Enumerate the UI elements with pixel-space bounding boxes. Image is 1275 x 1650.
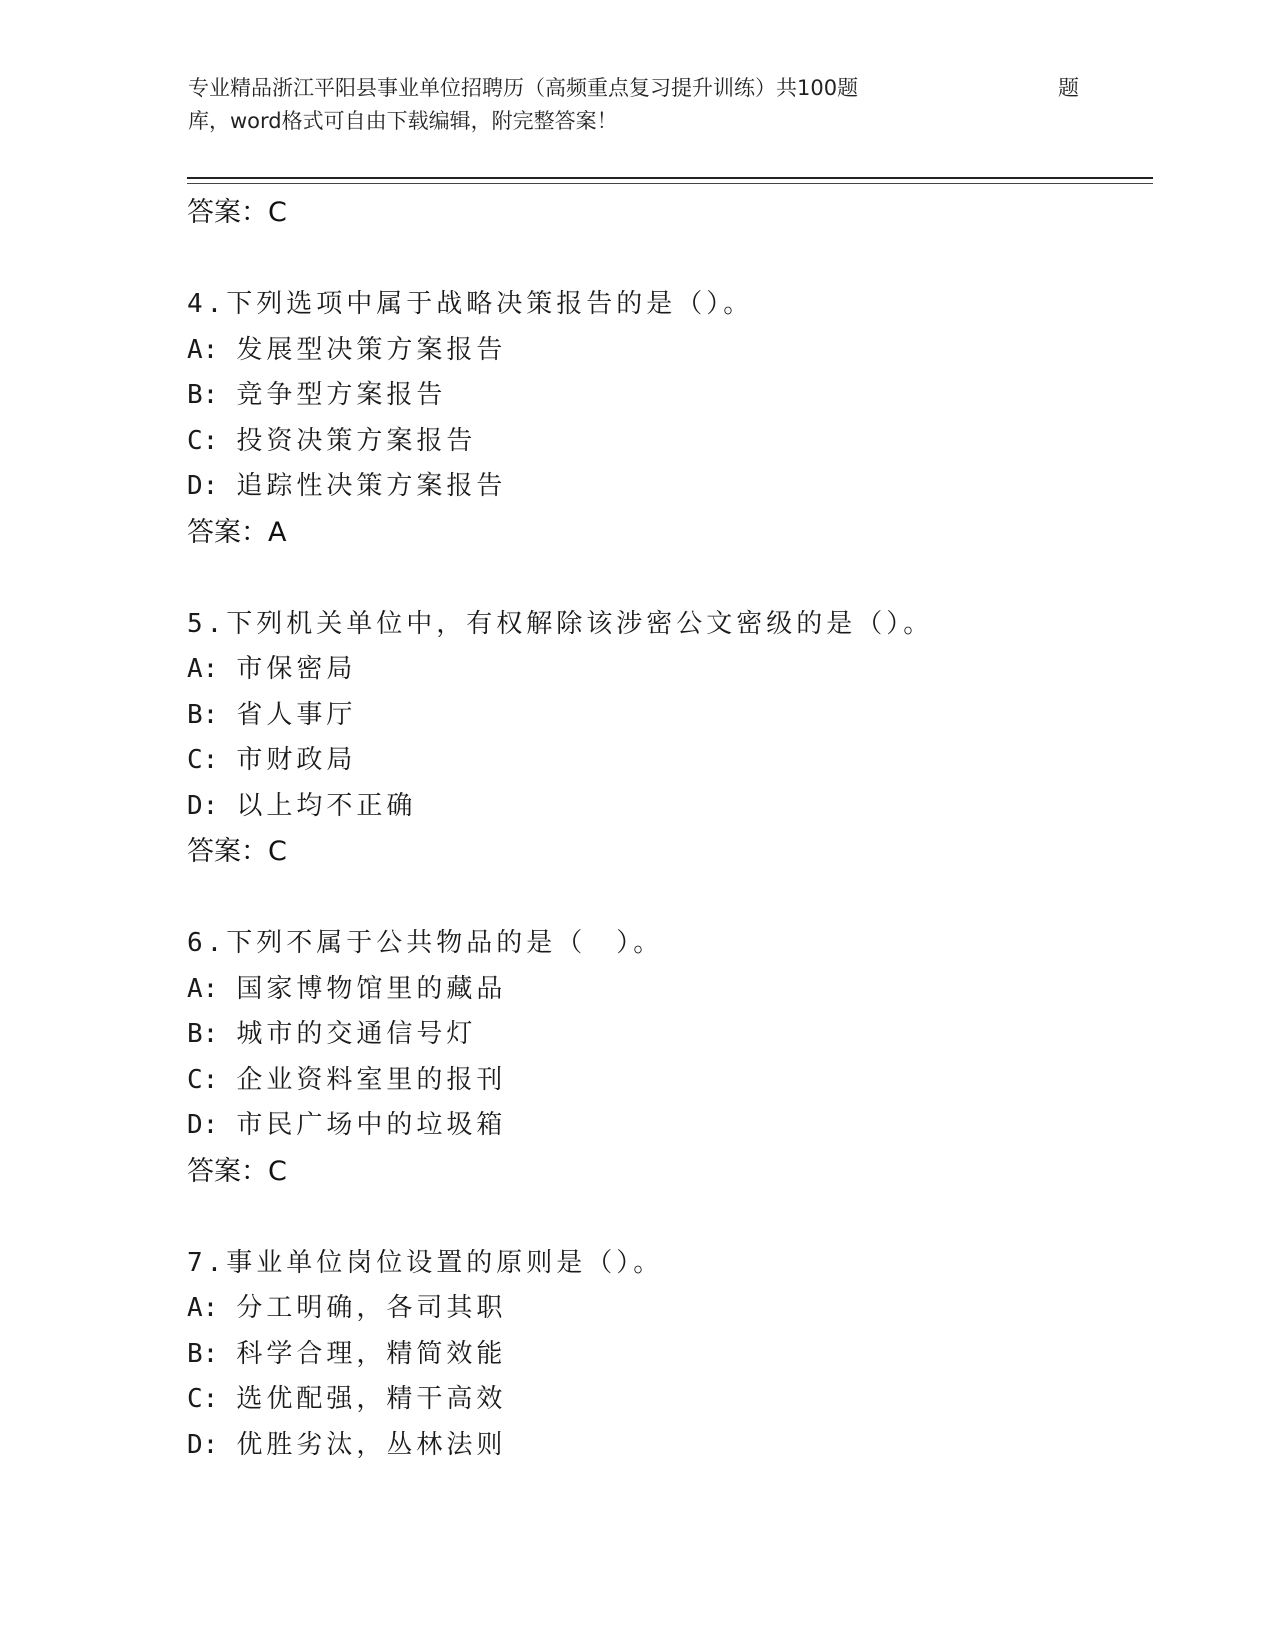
option-key: D:	[187, 1429, 219, 1460]
option-d	[187, 1423, 1147, 1469]
option-text: 省人事厅	[236, 699, 357, 730]
option-text: 优胜劣汰，丛林法则	[236, 1429, 507, 1460]
option-key: D:	[187, 790, 219, 821]
option-text: 追踪性决策方案报告	[236, 471, 507, 501]
option-text: 分工明确，各司其职	[236, 1293, 507, 1323]
option-key: B:	[187, 699, 219, 730]
header-title-tail: 题	[1058, 76, 1079, 100]
answer-line: 答案：C	[187, 836, 287, 867]
option-d	[187, 784, 1147, 830]
header-divider-thick	[187, 177, 1153, 179]
question-stem: 5.下列机关单位中，有权解除该涉密公文密级的是（）。	[187, 608, 934, 639]
question-list	[187, 190, 1147, 1468]
option-b	[187, 1012, 1147, 1058]
option-text: 市财政局	[236, 745, 357, 775]
question-4	[187, 282, 1147, 555]
option-key: C:	[187, 425, 219, 456]
option-key: B:	[187, 1338, 219, 1369]
option-b	[187, 373, 1147, 419]
option-key: A:	[187, 654, 219, 684]
option-key: D:	[187, 1110, 219, 1140]
option-key: C:	[187, 1064, 219, 1095]
option-text: 市民广场中的垃圾箱	[236, 1110, 507, 1140]
option-text: 市保密局	[236, 654, 357, 684]
question-7	[187, 1241, 1147, 1469]
option-c	[187, 1058, 1147, 1104]
question-5	[187, 602, 1147, 875]
header-title: 专业精品浙江平阳县事业单位招聘历（高频重点复习提升训练）共100题	[188, 76, 859, 100]
option-key: C:	[187, 1384, 219, 1414]
option-a	[187, 328, 1147, 374]
option-b	[187, 1332, 1147, 1378]
page-header	[188, 72, 1088, 138]
option-key: A:	[187, 1293, 219, 1323]
option-text: 国家博物馆里的藏品	[236, 973, 507, 1004]
option-a	[187, 967, 1147, 1013]
option-key: D:	[187, 471, 219, 501]
option-text: 以上均不正确	[236, 790, 417, 821]
header-line-1	[188, 72, 1088, 105]
question-stem: 7.事业单位岗位设置的原则是（）。	[187, 1247, 664, 1278]
answer-line: 答案：C	[187, 197, 287, 228]
option-a	[187, 1286, 1147, 1332]
question-stem: 4.下列选项中属于战略决策报告的是（）。	[187, 289, 754, 319]
option-key: B:	[187, 1019, 219, 1049]
option-b	[187, 693, 1147, 739]
option-d	[187, 464, 1147, 510]
option-text: 投资决策方案报告	[236, 425, 477, 456]
question-stem: 6.下列不属于公共物品的是（ ）。	[187, 928, 664, 958]
option-text: 竞争型方案报告	[236, 380, 447, 410]
option-key: C:	[187, 745, 219, 775]
option-text: 企业资料室里的报刊	[236, 1064, 507, 1095]
header-divider-thin	[187, 183, 1153, 184]
answer-line: 答案：C	[187, 1155, 287, 1187]
option-text: 发展型决策方案报告	[236, 334, 507, 365]
option-c	[187, 1377, 1147, 1423]
option-key: B:	[187, 380, 219, 410]
option-text: 城市的交通信号灯	[236, 1019, 477, 1049]
question-6	[187, 921, 1147, 1194]
option-text: 科学合理，精简效能	[236, 1338, 507, 1369]
option-text: 选优配强，精干高效	[236, 1384, 507, 1414]
option-a	[187, 647, 1147, 693]
option-key: A:	[187, 334, 219, 365]
option-c	[187, 419, 1147, 465]
option-key: A:	[187, 973, 219, 1004]
option-c	[187, 738, 1147, 784]
answer-line: 答案：A	[187, 516, 287, 548]
option-d	[187, 1103, 1147, 1149]
header-line-2: 库，word格式可自由下载编辑，附完整答案！	[188, 109, 618, 133]
